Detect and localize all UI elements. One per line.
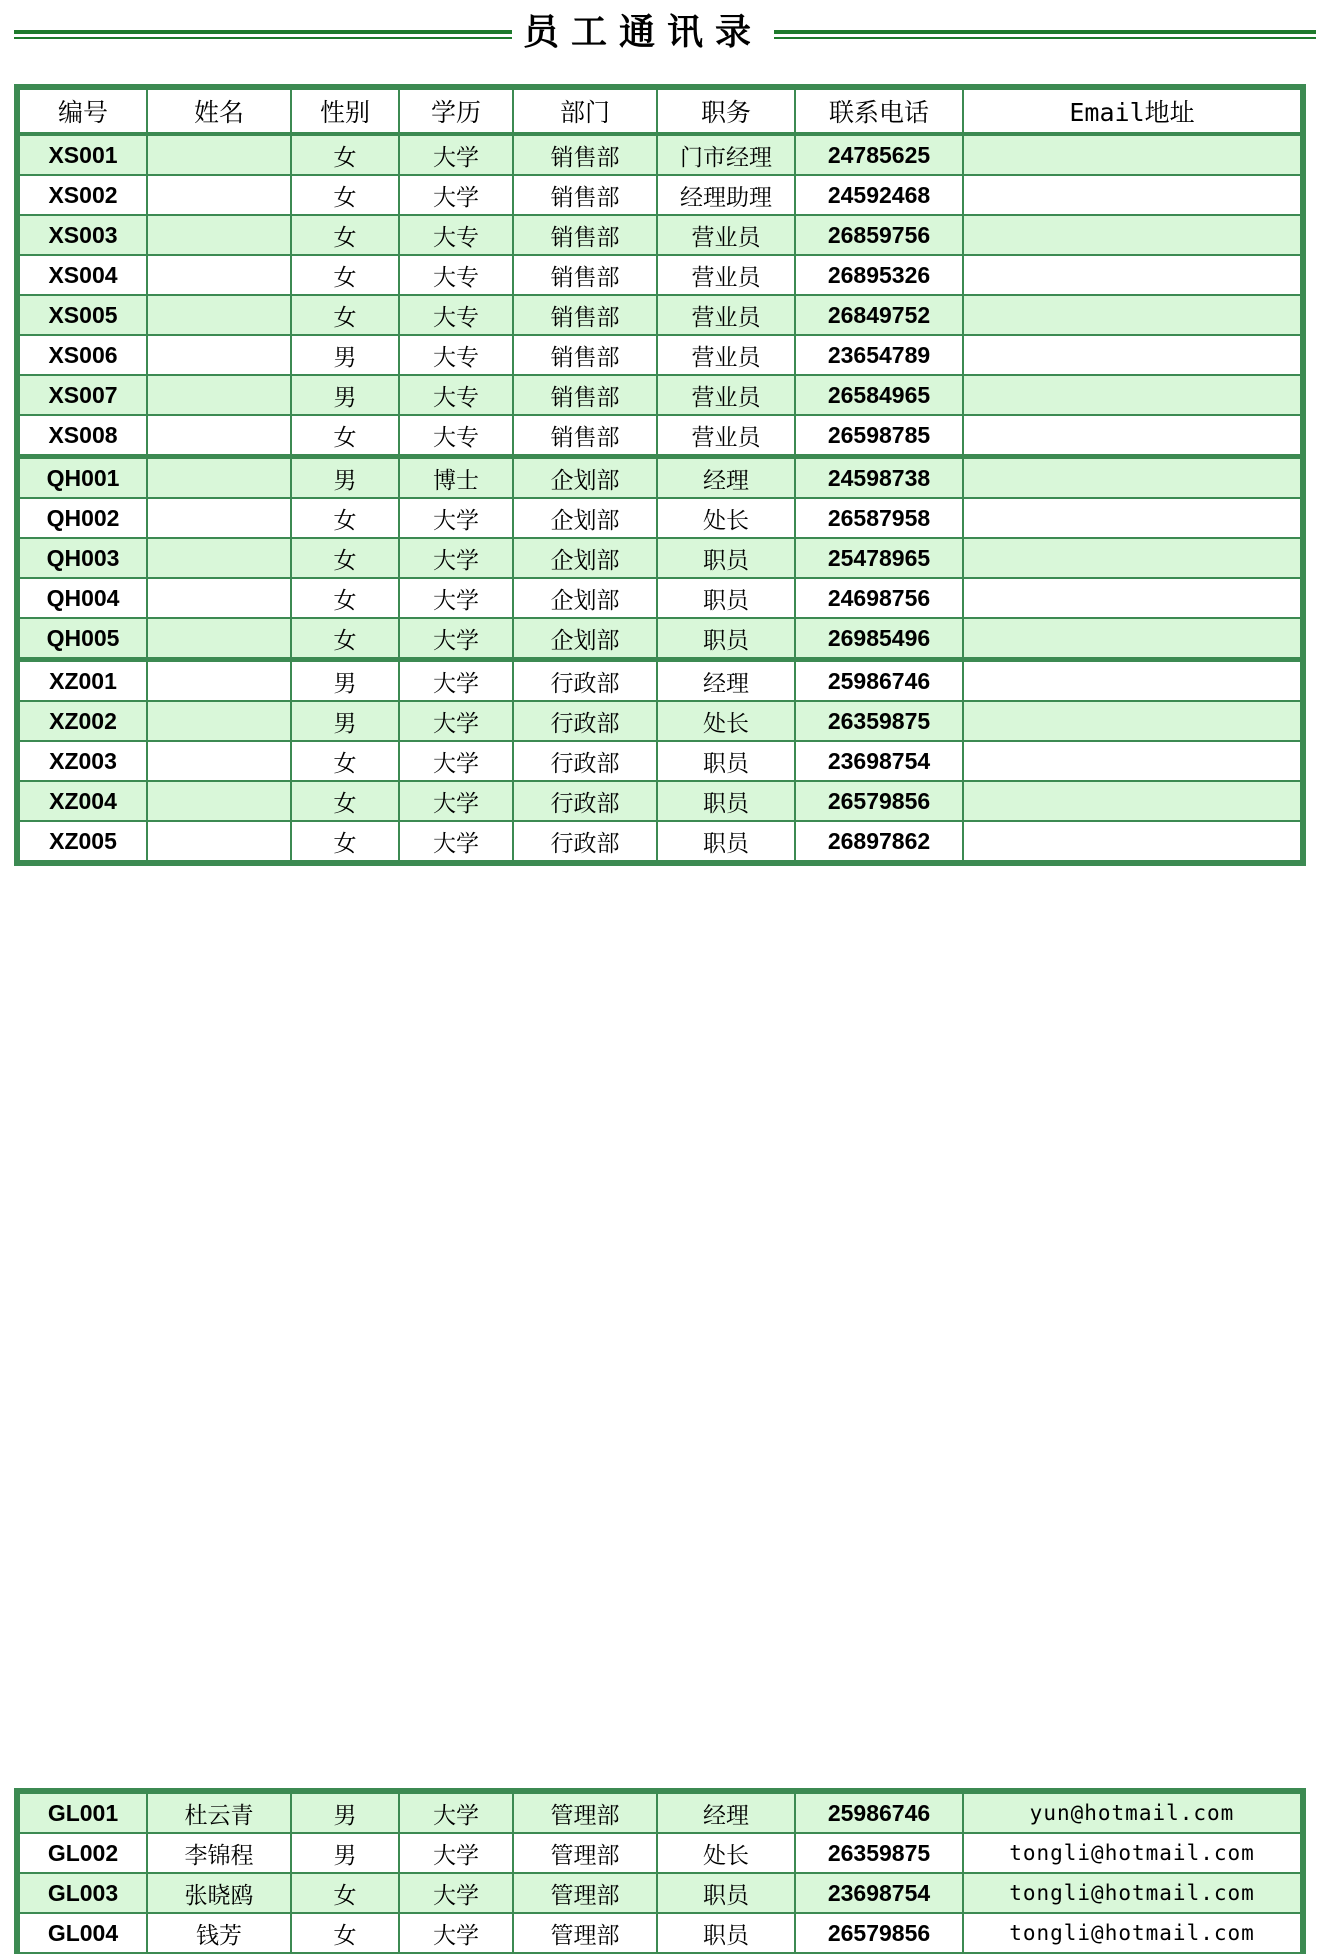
table-row [19, 618, 1301, 660]
cell-position: 经理 [657, 457, 795, 499]
cell-email [963, 618, 1301, 660]
header-email: Email地址 [963, 89, 1301, 134]
cell-gender: 男 [291, 1833, 399, 1873]
cell-email [963, 335, 1301, 375]
cell-position: 职员 [657, 578, 795, 618]
cell-department: 企划部 [513, 538, 657, 578]
cell-education: 大专 [399, 375, 513, 415]
cell-department: 行政部 [513, 781, 657, 821]
cell-id: XS007 [19, 375, 147, 415]
cell-name [147, 415, 291, 457]
cell-gender: 女 [291, 415, 399, 457]
cell-phone: 23698754 [795, 741, 963, 781]
cell-position: 经理 [657, 660, 795, 702]
page-title: 员工通讯录 [522, 12, 763, 53]
header-gender: 性别 [291, 89, 399, 134]
cell-gender: 女 [291, 215, 399, 255]
cell-phone: 26579856 [795, 1913, 963, 1953]
cell-gender: 女 [291, 255, 399, 295]
cell-gender: 男 [291, 1793, 399, 1833]
table-row [19, 498, 1301, 538]
cell-education: 大专 [399, 335, 513, 375]
cell-gender: 女 [291, 1873, 399, 1913]
title-bar [14, 8, 1304, 58]
cell-phone: 26985496 [795, 618, 963, 660]
title-rule-right-thin [774, 37, 1316, 39]
cell-name [147, 295, 291, 335]
cell-email [963, 175, 1301, 215]
title-rule-left-thin [14, 37, 512, 39]
cell-id: QH002 [19, 498, 147, 538]
cell-position: 营业员 [657, 215, 795, 255]
table-row [19, 457, 1301, 499]
cell-id: XS002 [19, 175, 147, 215]
cell-name: 钱芳 [147, 1913, 291, 1953]
table-row [19, 1833, 1301, 1873]
table-row [19, 1913, 1301, 1953]
cell-id: XZ004 [19, 781, 147, 821]
cell-department: 企划部 [513, 498, 657, 538]
header-id: 编号 [19, 89, 147, 134]
header-name: 姓名 [147, 89, 291, 134]
cell-phone: 26849752 [795, 295, 963, 335]
cell-gender: 女 [291, 538, 399, 578]
cell-name [147, 578, 291, 618]
cell-phone: 26584965 [795, 375, 963, 415]
cell-name [147, 781, 291, 821]
cell-position: 营业员 [657, 255, 795, 295]
cell-education: 大专 [399, 295, 513, 335]
cell-name [147, 457, 291, 499]
table-row [19, 660, 1301, 702]
header-position: 职务 [657, 89, 795, 134]
cell-gender: 女 [291, 618, 399, 660]
cell-phone: 23654789 [795, 335, 963, 375]
cell-email [963, 498, 1301, 538]
cell-email [963, 457, 1301, 499]
cell-name [147, 134, 291, 175]
cell-name: 张晓鸥 [147, 1873, 291, 1913]
cell-name [147, 618, 291, 660]
cell-department: 管理部 [513, 1873, 657, 1913]
table-row [19, 741, 1301, 781]
table-row [19, 1873, 1301, 1913]
cell-education: 大学 [399, 660, 513, 702]
cell-position: 经理助理 [657, 175, 795, 215]
table-row [19, 295, 1301, 335]
cell-position: 职员 [657, 781, 795, 821]
cell-id: XZ001 [19, 660, 147, 702]
cell-email [963, 821, 1301, 861]
table-row [19, 701, 1301, 741]
table-row [19, 335, 1301, 375]
cell-position: 营业员 [657, 295, 795, 335]
cell-gender: 男 [291, 660, 399, 702]
cell-email [963, 255, 1301, 295]
cell-education: 大学 [399, 1833, 513, 1873]
cell-department: 企划部 [513, 578, 657, 618]
cell-phone: 23698754 [795, 1873, 963, 1913]
cell-id: GL003 [19, 1873, 147, 1913]
cell-department: 销售部 [513, 415, 657, 457]
cell-department: 行政部 [513, 701, 657, 741]
cell-phone: 26897862 [795, 821, 963, 861]
cell-id: QH005 [19, 618, 147, 660]
cell-gender: 女 [291, 781, 399, 821]
cell-email [963, 215, 1301, 255]
cell-position: 经理 [657, 1793, 795, 1833]
cell-email [963, 538, 1301, 578]
cell-id: QH003 [19, 538, 147, 578]
cell-department: 销售部 [513, 375, 657, 415]
cell-id: QH004 [19, 578, 147, 618]
cell-department: 行政部 [513, 660, 657, 702]
cell-department: 管理部 [513, 1793, 657, 1833]
cell-education: 大学 [399, 821, 513, 861]
cell-id: GL002 [19, 1833, 147, 1873]
header-row [19, 89, 1301, 134]
cell-education: 大学 [399, 1913, 513, 1953]
cell-position: 营业员 [657, 375, 795, 415]
table-row [19, 781, 1301, 821]
cell-email: tongli@hotmail.com [963, 1833, 1301, 1873]
cell-email [963, 295, 1301, 335]
cell-id: XS005 [19, 295, 147, 335]
table-row [19, 538, 1301, 578]
cell-department: 销售部 [513, 295, 657, 335]
cell-position: 职员 [657, 821, 795, 861]
cell-position: 职员 [657, 538, 795, 578]
cell-position: 职员 [657, 618, 795, 660]
cell-id: XS001 [19, 134, 147, 175]
cell-email [963, 781, 1301, 821]
cell-id: XZ003 [19, 741, 147, 781]
cell-phone: 26587958 [795, 498, 963, 538]
cell-name [147, 175, 291, 215]
cell-position: 营业员 [657, 415, 795, 457]
cell-gender: 女 [291, 821, 399, 861]
cell-department: 企划部 [513, 618, 657, 660]
cell-name [147, 375, 291, 415]
cell-id: XZ002 [19, 701, 147, 741]
cell-position: 营业员 [657, 335, 795, 375]
cell-gender: 女 [291, 1913, 399, 1953]
cell-name [147, 660, 291, 702]
cell-name [147, 255, 291, 295]
cell-id: XS008 [19, 415, 147, 457]
cell-gender: 女 [291, 134, 399, 175]
cell-gender: 女 [291, 498, 399, 538]
cell-position: 职员 [657, 1913, 795, 1953]
cell-phone: 26859756 [795, 215, 963, 255]
table-row [19, 375, 1301, 415]
cell-phone: 24785625 [795, 134, 963, 175]
header-phone: 联系电话 [795, 89, 963, 134]
cell-gender: 女 [291, 578, 399, 618]
cell-id: GL004 [19, 1913, 147, 1953]
cell-email [963, 701, 1301, 741]
cell-phone: 24698756 [795, 578, 963, 618]
cell-position: 职员 [657, 1873, 795, 1913]
cell-name [147, 215, 291, 255]
table-row [19, 415, 1301, 457]
header-department: 部门 [513, 89, 657, 134]
header-education: 学历 [399, 89, 513, 134]
title-rule-left [14, 30, 512, 34]
cell-name [147, 538, 291, 578]
cell-education: 大学 [399, 498, 513, 538]
cell-gender: 女 [291, 175, 399, 215]
cell-gender: 男 [291, 335, 399, 375]
cell-name [147, 498, 291, 538]
cell-education: 大专 [399, 255, 513, 295]
table-row [19, 134, 1301, 175]
cell-phone: 24592468 [795, 175, 963, 215]
cell-id: XS004 [19, 255, 147, 295]
cell-email: tongli@hotmail.com [963, 1873, 1301, 1913]
cell-phone: 26359875 [795, 1833, 963, 1873]
cell-position: 职员 [657, 741, 795, 781]
cell-gender: 男 [291, 375, 399, 415]
cell-name [147, 821, 291, 861]
cell-gender: 女 [291, 741, 399, 781]
cell-id: GL001 [19, 1793, 147, 1833]
cell-phone: 26359875 [795, 701, 963, 741]
cell-education: 大学 [399, 578, 513, 618]
table-body-top [19, 134, 1301, 861]
cell-email [963, 415, 1301, 457]
cell-gender: 男 [291, 457, 399, 499]
cell-department: 销售部 [513, 335, 657, 375]
cell-education: 大学 [399, 1793, 513, 1833]
directory-table-bottom [14, 1788, 1306, 1954]
cell-department: 销售部 [513, 255, 657, 295]
cell-gender: 男 [291, 701, 399, 741]
cell-phone: 25478965 [795, 538, 963, 578]
cell-name: 杜云青 [147, 1793, 291, 1833]
cell-department: 销售部 [513, 134, 657, 175]
cell-education: 大学 [399, 618, 513, 660]
table-row [19, 1793, 1301, 1833]
cell-gender: 女 [291, 295, 399, 335]
cell-phone: 26579856 [795, 781, 963, 821]
table-row [19, 175, 1301, 215]
cell-phone: 25986746 [795, 1793, 963, 1833]
cell-id: XZ005 [19, 821, 147, 861]
cell-email [963, 578, 1301, 618]
cell-department: 管理部 [513, 1833, 657, 1873]
cell-position: 处长 [657, 498, 795, 538]
cell-position: 门市经理 [657, 134, 795, 175]
cell-email: yun@hotmail.com [963, 1793, 1301, 1833]
cell-email: tongli@hotmail.com [963, 1913, 1301, 1953]
directory-table-top [14, 84, 1306, 866]
cell-phone: 26598785 [795, 415, 963, 457]
cell-education: 大学 [399, 134, 513, 175]
cell-position: 处长 [657, 1833, 795, 1873]
cell-id: QH001 [19, 457, 147, 499]
cell-name: 李锦程 [147, 1833, 291, 1873]
cell-education: 大学 [399, 701, 513, 741]
cell-education: 博士 [399, 457, 513, 499]
cell-education: 大专 [399, 215, 513, 255]
cell-id: XS006 [19, 335, 147, 375]
cell-email [963, 375, 1301, 415]
cell-education: 大学 [399, 741, 513, 781]
cell-email [963, 660, 1301, 702]
cell-position: 处长 [657, 701, 795, 741]
cell-education: 大专 [399, 415, 513, 457]
cell-phone: 24598738 [795, 457, 963, 499]
cell-education: 大学 [399, 538, 513, 578]
cell-department: 企划部 [513, 457, 657, 499]
cell-department: 销售部 [513, 175, 657, 215]
title-rule-right [774, 30, 1316, 34]
table-row [19, 255, 1301, 295]
cell-id: XS003 [19, 215, 147, 255]
cell-name [147, 701, 291, 741]
cell-department: 销售部 [513, 215, 657, 255]
cell-email [963, 741, 1301, 781]
cell-education: 大学 [399, 175, 513, 215]
table-row [19, 215, 1301, 255]
cell-phone: 25986746 [795, 660, 963, 702]
cell-education: 大学 [399, 1873, 513, 1913]
cell-email [963, 134, 1301, 175]
cell-department: 管理部 [513, 1913, 657, 1953]
cell-name [147, 741, 291, 781]
table-row [19, 578, 1301, 618]
cell-department: 行政部 [513, 741, 657, 781]
cell-name [147, 335, 291, 375]
table-body-bottom [19, 1793, 1301, 1953]
cell-education: 大学 [399, 781, 513, 821]
cell-department: 行政部 [513, 821, 657, 861]
cell-phone: 26895326 [795, 255, 963, 295]
table-row [19, 821, 1301, 861]
